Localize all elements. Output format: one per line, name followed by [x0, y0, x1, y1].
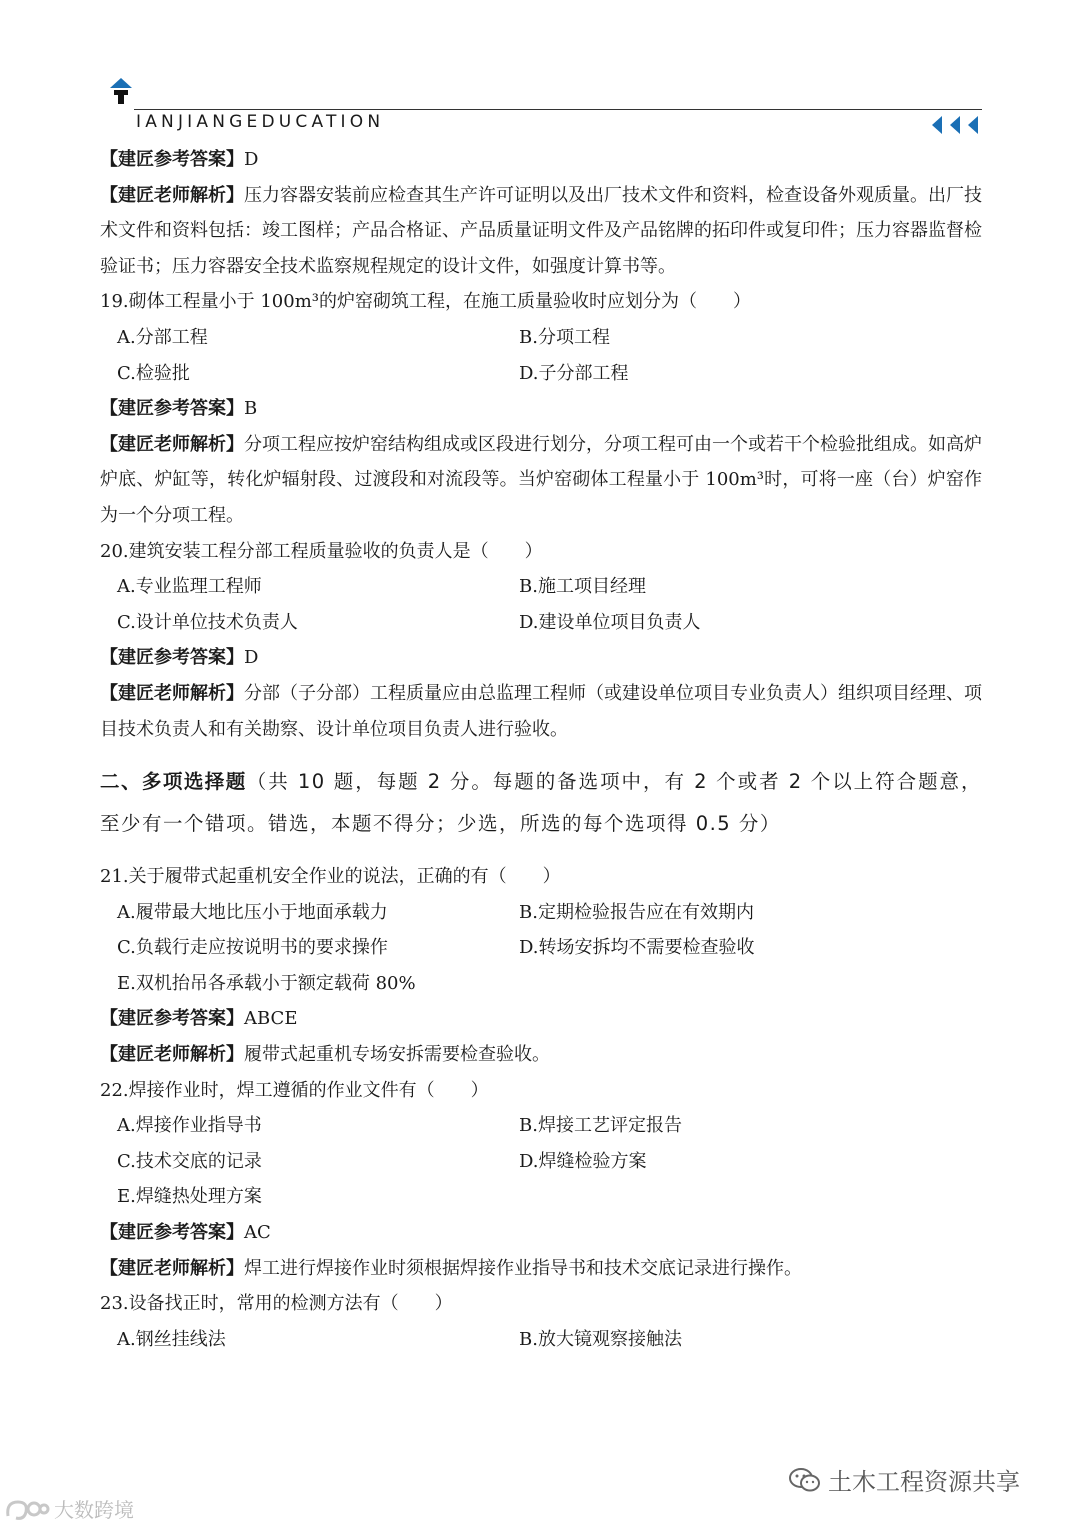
analysis-label: 【建匠老师解析】 [100, 184, 244, 206]
answer-line [100, 142, 982, 178]
option-item: C.检验批 [117, 362, 190, 384]
analysis-paragraph [100, 427, 982, 534]
question-stem: 23.设备找正时，常用的检测方法有（ ） [100, 1293, 453, 1315]
question-stem: 21.关于履带式起重机安全作业的说法，正确的有（ ） [100, 866, 561, 888]
option-item: D.建设单位项目负责人 [519, 611, 701, 633]
option-item: B.焊接工艺评定报告 [519, 1115, 682, 1137]
options-row [100, 320, 982, 356]
options-row [100, 1108, 982, 1144]
options-row [100, 356, 982, 392]
answer-text: B [244, 398, 258, 420]
option-item: E.焊缝热处理方案 [117, 1186, 262, 1208]
answer-text: ABCE [244, 1008, 298, 1030]
option-item: D.子分部工程 [519, 362, 629, 384]
option-item: D.转场安拆均不需要检查验收 [519, 937, 755, 959]
option-item: C.设计单位技术负责人 [117, 611, 298, 633]
triple-arrow-icon [930, 114, 982, 136]
analysis-text: 分部（子分部）工程质量应由总监理工程师（或建设单位项目专业负责人）组织项目经理、项目技术负责人和有关勘察、设计单位项目负责人进行验收。 [100, 682, 982, 740]
brand-name: IANJIANGEDUCATION [136, 112, 385, 132]
option-item: E.双机抬吊各承载小于额定载荷 80% [117, 972, 416, 994]
option-item: B.施工项目经理 [519, 576, 646, 598]
document-content [100, 142, 982, 1357]
watermark-right-text: 土木工程资源共享 [828, 1468, 1020, 1496]
section-note: （共 10 题，每题 2 分。每题的备选项中，有 2 个或者 2 个以上符合题意，至少有一个错项。错选，本题不得分；少选，所选的每个选项得 0.5 分） [100, 770, 982, 836]
analysis-label: 【建匠老师解析】 [100, 1257, 244, 1279]
watermark-left [4, 1494, 134, 1523]
answer-label: 【建匠参考答案】 [100, 398, 244, 420]
options-row [100, 569, 982, 605]
answer-label: 【建匠参考答案】 [100, 647, 244, 669]
option-item: A.履带最大地比压小于地面承载力 [117, 901, 388, 923]
options-row [100, 1322, 982, 1358]
analysis-paragraph [100, 178, 982, 285]
analysis-label: 【建匠老师解析】 [100, 433, 244, 455]
question-stem: 20.建筑安装工程分部工程质量验收的负责人是（ ） [100, 540, 543, 562]
answer-label: 【建匠参考答案】 [100, 1008, 244, 1030]
header-rule [134, 109, 982, 110]
watermark-logo-icon [4, 1496, 50, 1522]
analysis-paragraph [100, 1037, 982, 1073]
answer-text: D [244, 647, 259, 669]
analysis-text: 焊工进行焊接作业时须根据焊接作业指导书和技术交底记录进行操作。 [244, 1257, 802, 1279]
analysis-text: 分项工程应按炉窑结构组成或区段进行划分，分项工程可由一个或若干个检验批组成。如高炉炉底、炉缸等，转化炉辐射段、过渡段和对流段等。当炉窑砌体工程量小于 100m³时，可将一座（台）炉窑作为一个分项工程。 [100, 433, 982, 526]
answer-text: AC [244, 1222, 271, 1244]
option-item: A.分部工程 [117, 326, 208, 348]
watermark-left-text: 大数跨境 [54, 1498, 134, 1522]
answer-text: D [244, 149, 259, 170]
answer-line [100, 1001, 982, 1037]
option-item: B.放大镜观察接触法 [519, 1328, 682, 1350]
options-row [100, 930, 982, 966]
question-stem: 22.焊接作业时，焊工遵循的作业文件有（ ） [100, 1079, 489, 1101]
answer-label: 【建匠参考答案】 [100, 149, 244, 170]
option-item: B.分项工程 [519, 326, 610, 348]
question-stem: 19.砌体工程量小于 100m³的炉窑砌筑工程，在施工质量验收时应划分为（ ） [100, 291, 751, 313]
answer-line [100, 640, 982, 676]
analysis-label: 【建匠老师解析】 [100, 1044, 244, 1066]
analysis-label: 【建匠老师解析】 [100, 682, 244, 704]
answer-line [100, 1215, 982, 1251]
options-row [100, 895, 982, 931]
analysis-paragraph [100, 676, 982, 747]
option-item: A.专业监理工程师 [117, 576, 262, 598]
option-item: D.焊缝检验方案 [519, 1150, 647, 1172]
option-item: A.钢丝挂线法 [117, 1328, 226, 1350]
analysis-paragraph [100, 1251, 982, 1287]
answer-line [100, 391, 982, 427]
option-item: C.技术交底的记录 [117, 1150, 262, 1172]
options-row [100, 966, 982, 1002]
section-title: 二、多项选择题 [100, 770, 247, 794]
options-row [100, 605, 982, 641]
wechat-icon [788, 1466, 822, 1494]
answer-label: 【建匠参考答案】 [100, 1222, 244, 1244]
option-item: C.负载行走应按说明书的要求操作 [117, 937, 388, 959]
options-row [100, 1144, 982, 1180]
watermark-right [788, 1462, 1020, 1497]
option-item: B.定期检验报告应在有效期内 [519, 901, 754, 923]
options-row [100, 1179, 982, 1215]
option-item: A.焊接作业指导书 [117, 1115, 262, 1137]
analysis-text: 履带式起重机专场安拆需要检查验收。 [244, 1044, 550, 1066]
analysis-text: 压力容器安装前应检查其生产许可证明以及出厂技术文件和资料，检查设备外观质量。出厂技术文件和资料包括：竣工图样；产品合格证、产品质量证明文件及产品铭牌的拓印件或复印件；压力容器监督检验证书；压力容器安全技术监察规程规定的设计文件，如强度计算书等。 [100, 184, 982, 277]
brand-logo-icon [108, 76, 134, 106]
section-heading [100, 761, 982, 845]
